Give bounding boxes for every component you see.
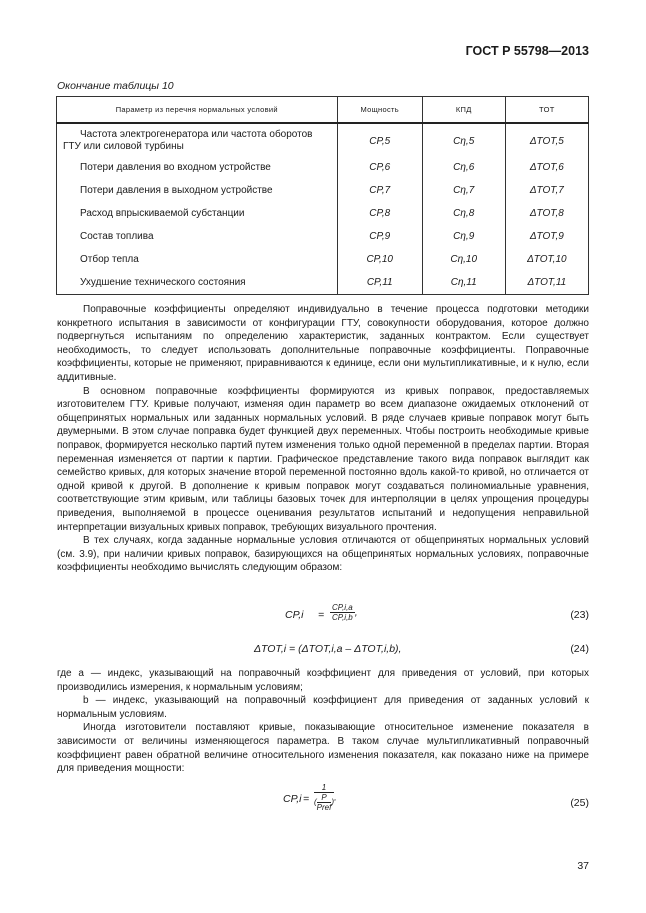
paragraph: Поправочные коэффициенты определяют индивидуально в течение процесса подготовки методики конкретного испытания в зависимости от конфигурации ГТУ, совокупности оборудования, которое должно подвергнуться испытаниям по определению характеристик, заданных контрактом. Если существует необходимость, то следует использовать дополнительные поправочные коэффициенты. Поправочные коэффициенты, которые не применяют, приравниваются к единице, если они мультипликативные, и к нулю, если аддитивные. [57, 304, 589, 383]
power-cell: CP,9 [337, 225, 422, 248]
table-row [57, 123, 589, 156]
efficiency-cell: Cη,11 [422, 271, 505, 295]
power-cell: CP,5 [337, 123, 422, 156]
eq25-inner-numerator: P [317, 793, 332, 803]
efficiency-cell: Cη,8 [422, 202, 505, 225]
eq23-tail: , [354, 606, 358, 619]
eq23-fraction [330, 603, 358, 622]
efficiency-cell: Cη,6 [422, 156, 505, 179]
table-row [57, 225, 589, 248]
eq24-number: (24) [570, 643, 589, 655]
table-row [57, 156, 589, 179]
param-cell: Частота электрогенератора или частота оборотов ГТУ или силовой турбины [57, 123, 338, 156]
power-cell: CP,8 [337, 202, 422, 225]
param-cell: Расход впрыскиваемой субстанции [57, 202, 338, 225]
table-row [57, 179, 589, 202]
eq25-numerator: 1 [314, 783, 334, 793]
col-header-parameter: Параметр из перечня нормальных условий [57, 97, 338, 124]
paragraph: В основном поправочные коэффициенты формируются из кривых поправок, предоставляемых изготовителем ГТУ. Кривые получают, изменяя один параметр во всем диапазоне ожидаемых отклонений от общепринятых нормальных или заданных нормальных условий. В ряде случаев кривые поправок могут быть двумерными. В этом случае поправка будет функцией двух переменных. Чтобы построить необходимые кривые поправок, формируется несколько партий путем изменения только одной переменной в пределах партии. Вторая переменная изменяется от партии к партии. Графическое представление такого вида поправок выглядит как семейство кривых, для которых значение второй переменной постоянно вдоль какой-то кривой, но отличается от одной кривой к другой. В дополнение к кривым поправок могут создаваться полиномиальные уравнения, соответствующие этим кривым, или таблицы базовых точек для интерполяции в целях упрощения процедуры приведения, выполняемой в процессе оценивания результатов испытаний и недопущения неправильной интерпретации визуальных кривых поправок, требующих визуального прочтения. [57, 385, 589, 533]
where-b: b — индекс, указывающий на поправочный коэффициент для приведения от заданных условий к нормальным условиям. [57, 695, 589, 720]
parameters-table [56, 96, 589, 295]
eq23-lhs: CP,i [285, 609, 304, 621]
eq25-tail: . [334, 791, 337, 804]
param-cell: Потери давления в выходном устройстве [57, 179, 338, 202]
eq25-lhs: CP,i [283, 793, 302, 805]
efficiency-cell: Cη,5 [422, 123, 505, 156]
col-header-power: Мощность [337, 97, 422, 124]
tot-cell: ΔTOT,5 [505, 123, 588, 156]
eq25-equals: = [303, 793, 310, 805]
param-cell: Отбор тепла [57, 248, 338, 271]
efficiency-cell: Cη,10 [422, 248, 505, 271]
table-caption: Окончание таблицы 10 [57, 80, 174, 92]
param-cell: Ухудшение технического состояния [57, 271, 338, 295]
eq23-numerator: CP,i,a [332, 603, 353, 612]
table-row [57, 271, 589, 295]
table-row [57, 202, 589, 225]
tot-cell: ΔTOT,11 [505, 271, 588, 295]
param-cell: Состав топлива [57, 225, 338, 248]
eq24-formula: ΔTOT,i = (ΔTOT,i,a – ΔTOT,i,b), [254, 643, 402, 655]
power-cell: CP,7 [337, 179, 422, 202]
where-a: где a — индекс, указывающий на поправочный коэффициент для приведения от условий, при которых производились измерения, к нормальным условиям; [57, 668, 589, 693]
col-header-tot: ТОТ [505, 97, 588, 124]
tot-cell: ΔTOT,6 [505, 156, 588, 179]
power-cell: CP,6 [337, 156, 422, 179]
page-number: 37 [577, 860, 589, 872]
eq23-equals: = [318, 609, 325, 621]
eq25-fraction: 1 ( $\frac{P}{\text{Pref}}$ ) . [314, 783, 337, 812]
efficiency-cell: Cη,9 [422, 225, 505, 248]
tot-cell: ΔTOT,9 [505, 225, 588, 248]
document-code: ГОСТ Р 55798—2013 [465, 44, 589, 58]
param-cell: Потери давления во входном устройстве [57, 156, 338, 179]
eq25-number: (25) [570, 797, 589, 809]
tot-cell: ΔTOT,8 [505, 202, 588, 225]
power-cell: CP,10 [337, 248, 422, 271]
eq23-number: (23) [570, 609, 589, 621]
body-text-continued [57, 667, 589, 776]
eq23-denominator: CP,i,b [332, 613, 353, 622]
eq25-inner-denominator: Pref [316, 803, 332, 812]
paragraph: В тех случаях, когда заданные нормальные условия отличаются от общепринятых нормальных условий (см. 3.9), при наличии кривых поправок, базирующихся на общепринятых нормальных условиях, поправочные коэффициенты необходимо вычислять следующим образом: [57, 535, 589, 574]
paragraph: Иногда изготовители поставляют кривые, показывающие относительное изменение показателя в зависимости от величины изменяющегося параметра. В таком случае мультипликативный поправочный коэффициент равен обратной величине относительного изменения показателя, как показано ниже на примере для приведения мощности: [57, 722, 589, 775]
efficiency-cell: Cη,7 [422, 179, 505, 202]
col-header-efficiency: КПД [422, 97, 505, 124]
power-cell: CP,11 [337, 271, 422, 295]
body-text [57, 303, 589, 575]
tot-cell: ΔTOT,7 [505, 179, 588, 202]
table-row [57, 248, 589, 271]
tot-cell: ΔTOT,10 [505, 248, 588, 271]
